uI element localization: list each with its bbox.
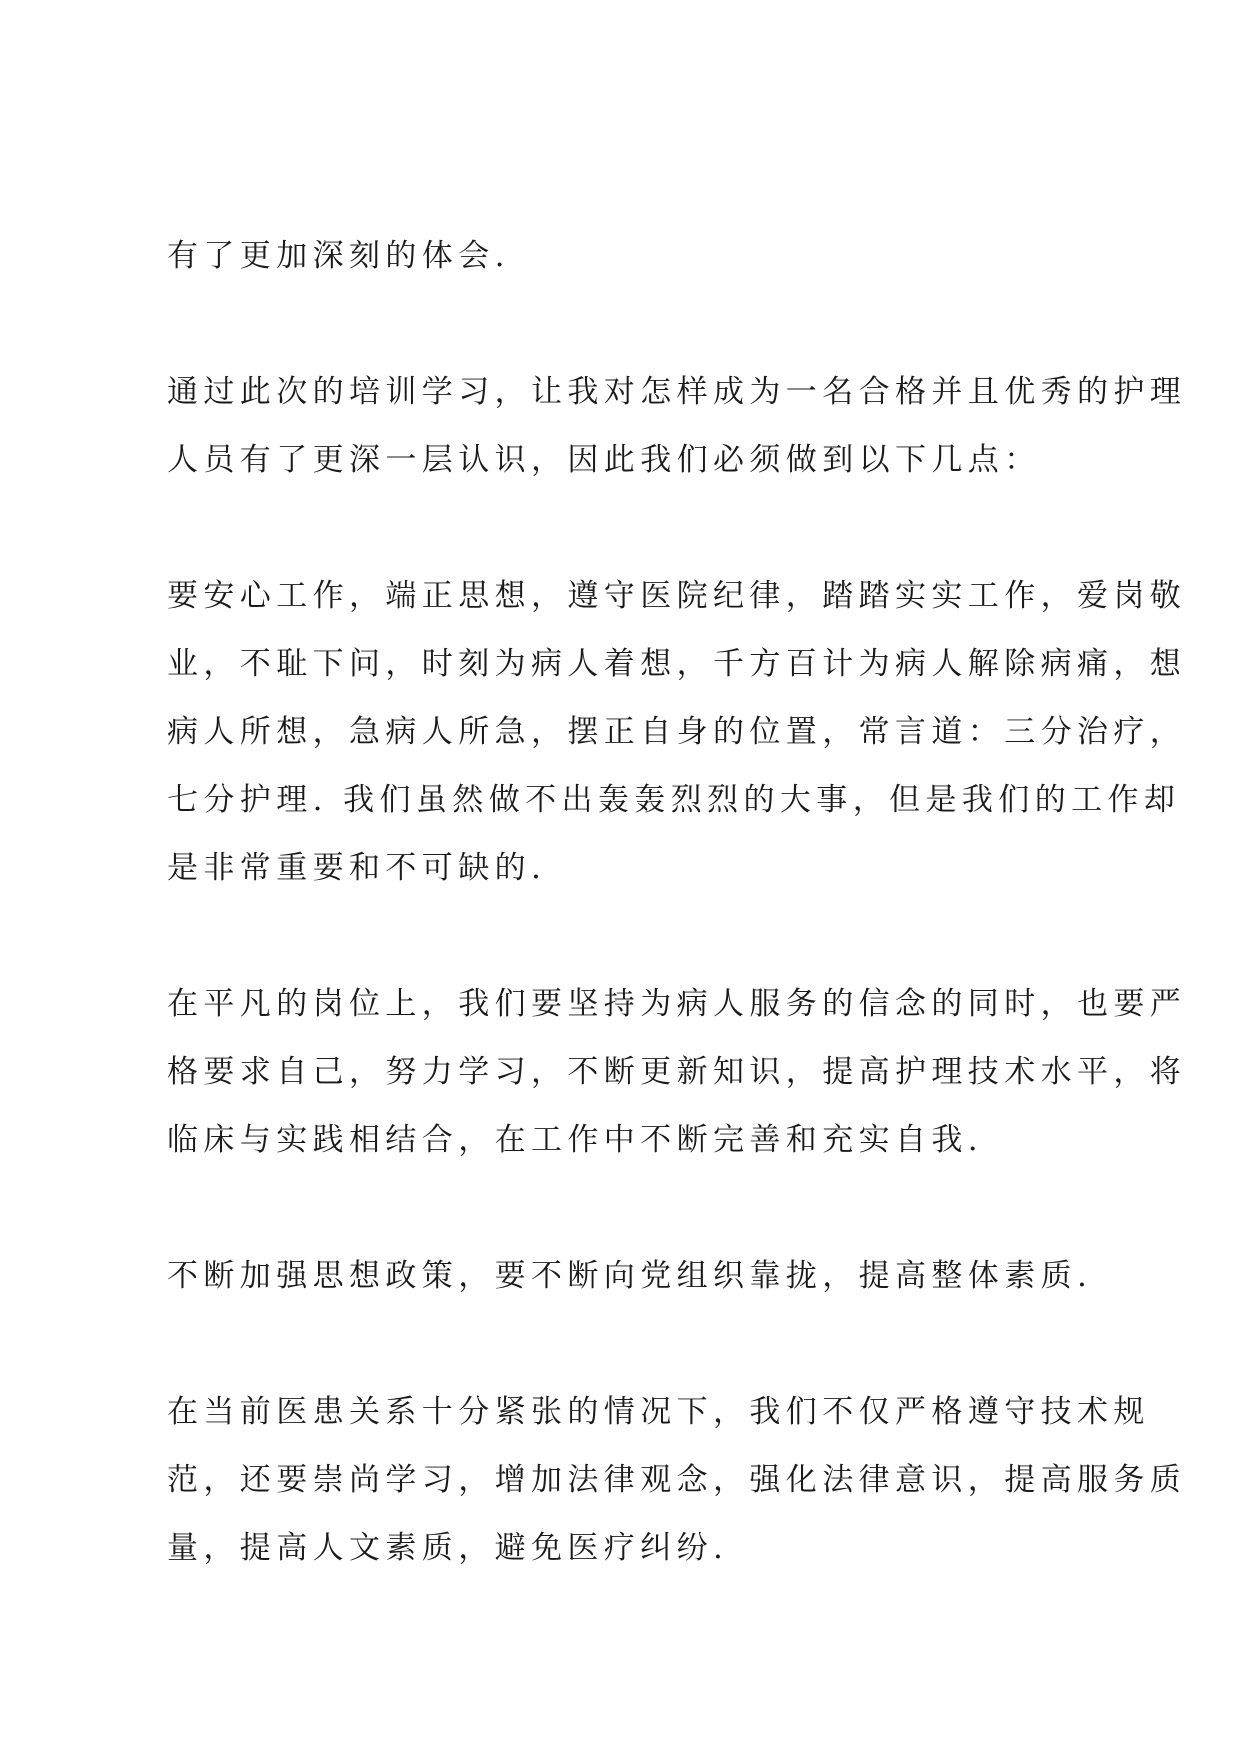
paragraph <box>167 1242 1097 1310</box>
paragraph-gap <box>167 1310 1097 1378</box>
paragraph-line: 人员有了更深一层认识，因此我们必须做到以下几点： <box>167 442 1041 478</box>
paragraph <box>167 222 1097 290</box>
paragraph-line: 是非常重要和不可缺的. <box>167 850 547 886</box>
paragraph-gap <box>167 1174 1097 1242</box>
paragraph-line: 格要求自己，努力学习，不断更新知识，提高护理技术水平，将 <box>167 1054 1187 1090</box>
paragraph-line: 不断加强思想政策，要不断向党组织靠拢，提高整体素质. <box>167 1258 1093 1294</box>
paragraph-line: 量，提高人文素质，避免医疗纠纷. <box>167 1530 729 1566</box>
document-body <box>167 222 1187 1582</box>
paragraph-line: 七分护理. 我们虽然做不出轰轰烈烈的大事，但是我们的工作却 <box>167 782 1181 818</box>
paragraph <box>167 970 1187 1174</box>
paragraph <box>167 1378 1187 1582</box>
paragraph-gap <box>167 902 1097 970</box>
paragraph-line: 病人所想，急病人所急，摆正自身的位置，常言道：三分治疗， <box>167 714 1187 750</box>
paragraph-line: 业，不耻下问，时刻为病人着想，千方百计为病人解除病痛，想 <box>167 646 1187 682</box>
paragraph-line: 要安心工作，端正思想，遵守医院纪律，踏踏实实工作，爱岗敬 <box>167 578 1187 614</box>
paragraph-gap <box>167 494 1097 562</box>
paragraph-line: 在平凡的岗位上，我们要坚持为病人服务的信念的同时，也要严 <box>167 986 1187 1022</box>
paragraph-line: 临床与实践相结合，在工作中不断完善和充实自我. <box>167 1122 984 1158</box>
paragraph-line: 有了更加深刻的体会. <box>167 238 510 274</box>
paragraph-line: 通过此次的培训学习，让我对怎样成为一名合格并且优秀的护理 <box>167 374 1187 410</box>
paragraph-gap <box>167 290 1097 358</box>
paragraph-line: 范，还要崇尚学习，增加法律观念，强化法律意识，提高服务质 <box>167 1462 1187 1498</box>
paragraph <box>167 562 1187 902</box>
paragraph-line: 在当前医患关系十分紧张的情况下，我们不仅严格遵守技术规 <box>167 1394 1150 1430</box>
paragraph <box>167 358 1187 494</box>
